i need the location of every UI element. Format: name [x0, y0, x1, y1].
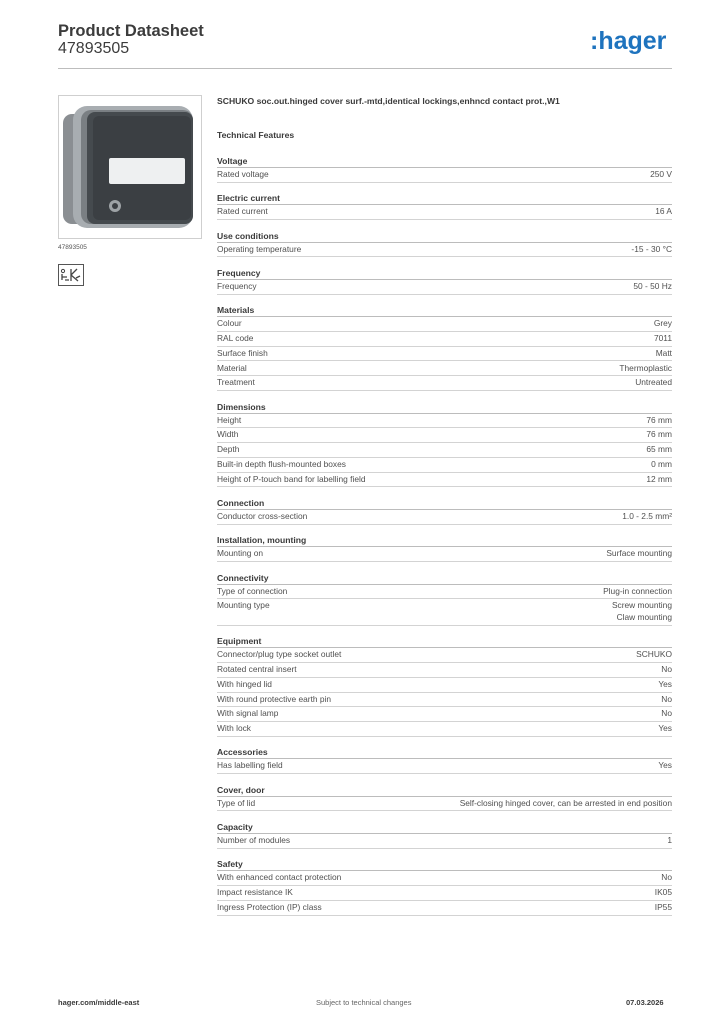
product-image — [58, 95, 202, 239]
spec-label: Operating temperature — [217, 243, 302, 254]
spec-label: Number of modules — [217, 835, 291, 845]
spec-value-line: Untreated — [635, 377, 672, 388]
section-title: Cover, door — [217, 784, 672, 797]
spec-row — [217, 585, 672, 600]
spec-value — [651, 459, 672, 471]
spec-section — [217, 746, 672, 774]
spec-value — [667, 835, 672, 847]
spec-row — [217, 886, 672, 901]
spec-value — [612, 600, 672, 623]
spec-value — [661, 872, 672, 884]
spec-row — [217, 510, 672, 525]
spec-row — [217, 361, 672, 376]
spec-value — [658, 760, 672, 772]
spec-section — [217, 534, 672, 562]
spec-value — [650, 169, 672, 181]
spec-label: Conductor cross-section — [217, 511, 308, 522]
spec-label: With enhanced contact protection — [217, 872, 342, 883]
spec-row — [217, 243, 672, 258]
footer-date: 07.03.2026 — [626, 998, 664, 1007]
spec-value — [661, 694, 672, 706]
section-title: Safety — [217, 858, 672, 871]
spec-row — [217, 599, 672, 625]
spec-label: With round protective earth pin — [217, 693, 332, 704]
spec-row — [217, 707, 672, 722]
spec-value-line: 76 mm — [646, 414, 672, 425]
spec-label: Height of P-touch band for labelling field — [217, 473, 366, 484]
spec-value — [633, 281, 672, 293]
spec-value-line: IK05 — [654, 887, 672, 898]
spec-row — [217, 648, 672, 663]
spec-value-line: No — [661, 708, 672, 719]
logo-text: :hager — [590, 27, 667, 55]
spec-row — [217, 443, 672, 458]
spec-row — [217, 205, 672, 220]
spec-row — [217, 414, 672, 429]
spec-value — [606, 548, 672, 560]
spec-section — [217, 192, 672, 220]
spec-value — [654, 333, 672, 345]
spec-row — [217, 280, 672, 295]
spec-value — [635, 377, 672, 389]
section-title: Materials — [217, 304, 672, 317]
specifications-table — [217, 155, 672, 925]
section-title: Voltage — [217, 155, 672, 168]
spec-value-line: 65 mm — [646, 444, 672, 455]
technical-features-heading: Technical Features — [217, 130, 295, 140]
section-title: Installation, mounting — [217, 534, 672, 547]
section-title: Dimensions — [217, 401, 672, 414]
spec-row — [217, 458, 672, 473]
spec-label: Frequency — [217, 280, 257, 291]
spec-row — [217, 759, 672, 774]
spec-row — [217, 722, 672, 737]
spec-label: Colour — [217, 318, 242, 329]
spec-value-line: -15 - 30 °C — [631, 243, 672, 254]
spec-value-line: Thermoplastic — [619, 362, 672, 373]
spec-section — [217, 635, 672, 737]
section-title: Electric current — [217, 192, 672, 205]
spec-section — [217, 230, 672, 258]
spec-value-line: Yes — [658, 723, 672, 734]
spec-section — [217, 497, 672, 525]
spec-value-line: Surface mounting — [606, 548, 672, 559]
spec-label: Connector/plug type socket outlet — [217, 649, 342, 660]
section-title: Use conditions — [217, 230, 672, 243]
spec-label: Height — [217, 414, 242, 425]
socket-outlet-symbol-icon — [58, 264, 84, 286]
spec-row — [217, 663, 672, 678]
spec-value-line: Yes — [658, 760, 672, 771]
spec-value-line: Screw mounting — [611, 600, 672, 611]
spec-section — [217, 267, 672, 295]
spec-value — [658, 723, 672, 735]
section-title: Capacity — [217, 821, 672, 834]
spec-value — [636, 649, 672, 661]
spec-value-line: 1.0 - 2.5 mm² — [622, 511, 672, 522]
spec-row — [217, 797, 672, 812]
spec-value — [646, 429, 672, 441]
image-caption: 47893505 — [58, 244, 87, 251]
spec-value — [619, 363, 672, 375]
spec-row — [217, 678, 672, 693]
spec-label: Width — [217, 429, 239, 440]
product-number: 47893505 — [58, 40, 130, 57]
spec-label: RAL code — [217, 333, 254, 343]
spec-value-line: 250 V — [650, 169, 672, 180]
spec-value-line: Yes — [658, 678, 672, 689]
spec-value — [646, 474, 672, 486]
spec-row — [217, 347, 672, 362]
spec-section — [217, 821, 672, 849]
spec-value-line: Self-closing hinged cover, can be arrested in end position — [459, 797, 672, 808]
spec-label: Treatment — [217, 377, 255, 388]
spec-label: Rated current — [217, 206, 268, 217]
spec-label: Ingress Protection (IP) class — [217, 901, 322, 912]
spec-value-line: 50 - 50 Hz — [633, 280, 672, 291]
spec-row — [217, 317, 672, 332]
spec-value-line: 76 mm — [646, 429, 672, 440]
spec-value-line: 12 mm — [646, 473, 672, 484]
spec-label: Impact resistance IK — [217, 887, 293, 898]
section-title: Frequency — [217, 267, 672, 280]
spec-section — [217, 401, 672, 488]
spec-value-line: No — [661, 664, 672, 675]
spec-value — [654, 318, 672, 330]
section-title: Connectivity — [217, 572, 672, 585]
section-title: Connection — [217, 497, 672, 510]
spec-row — [217, 376, 672, 391]
spec-label: Depth — [217, 444, 240, 455]
section-title: Equipment — [217, 635, 672, 648]
spec-value-line: 16 A — [655, 206, 672, 217]
spec-label: Mounting on — [217, 548, 264, 559]
spec-section — [217, 155, 672, 183]
spec-value — [622, 511, 672, 523]
spec-label: Built-in depth flush-mounted boxes — [217, 458, 346, 469]
spec-value-line: Matt — [655, 347, 672, 358]
spec-row — [217, 473, 672, 488]
spec-label: With lock — [217, 723, 251, 734]
spec-label: Type of connection — [217, 585, 288, 596]
spec-section — [217, 304, 672, 391]
spec-label: Mounting type — [217, 600, 270, 611]
spec-label: Rotated central insert — [217, 664, 297, 675]
spec-value — [655, 206, 672, 218]
header-divider — [58, 68, 672, 69]
spec-row — [217, 547, 672, 562]
spec-row — [217, 332, 672, 347]
spec-label: Material — [217, 362, 247, 373]
spec-row — [217, 428, 672, 443]
spec-value-line: Grey — [653, 318, 672, 329]
hager-logo — [590, 27, 674, 57]
spec-section — [217, 784, 672, 812]
product-description: SCHUKO soc.out.hinged cover surf.-mtd,identical lockings,enhncd contact prot.,W1 — [217, 96, 560, 106]
spec-label: With hinged lid — [217, 678, 272, 689]
spec-value — [655, 887, 672, 899]
page-title: Product Datasheet — [58, 22, 204, 40]
spec-value-line: 0 mm — [651, 458, 672, 469]
spec-value-line: 7011 — [653, 333, 672, 343]
spec-value — [460, 798, 672, 810]
section-title: Accessories — [217, 746, 672, 759]
spec-value-line: No — [661, 872, 672, 883]
spec-row — [217, 693, 672, 708]
spec-value-line: Plug-in connection — [603, 585, 672, 596]
spec-value — [646, 415, 672, 427]
spec-value — [603, 586, 672, 598]
spec-row — [217, 834, 672, 849]
footer-website[interactable]: hager.com/middle-east — [58, 998, 140, 1007]
spec-section — [217, 572, 672, 626]
spec-section — [217, 858, 672, 915]
spec-label: Rated voltage — [217, 169, 269, 180]
spec-value — [655, 902, 672, 914]
spec-value — [658, 679, 672, 691]
spec-row — [217, 168, 672, 183]
spec-label: With signal lamp — [217, 708, 279, 719]
spec-value — [631, 244, 672, 256]
spec-value-line: No — [661, 693, 672, 704]
spec-value — [646, 444, 672, 456]
footer-note: Subject to technical changes — [316, 998, 412, 1007]
spec-label: Type of lid — [217, 797, 256, 808]
spec-value-line: IP55 — [654, 901, 672, 912]
spec-label: Surface finish — [217, 347, 268, 358]
spec-value-line: SCHUKO — [636, 649, 672, 660]
spec-value-line: 1 — [667, 835, 672, 845]
spec-row — [217, 871, 672, 886]
spec-value-line: Claw mounting — [616, 611, 672, 622]
spec-value — [656, 348, 672, 360]
spec-value — [661, 708, 672, 720]
spec-value — [661, 664, 672, 676]
spec-label: Has labelling field — [217, 760, 283, 771]
spec-row — [217, 901, 672, 916]
